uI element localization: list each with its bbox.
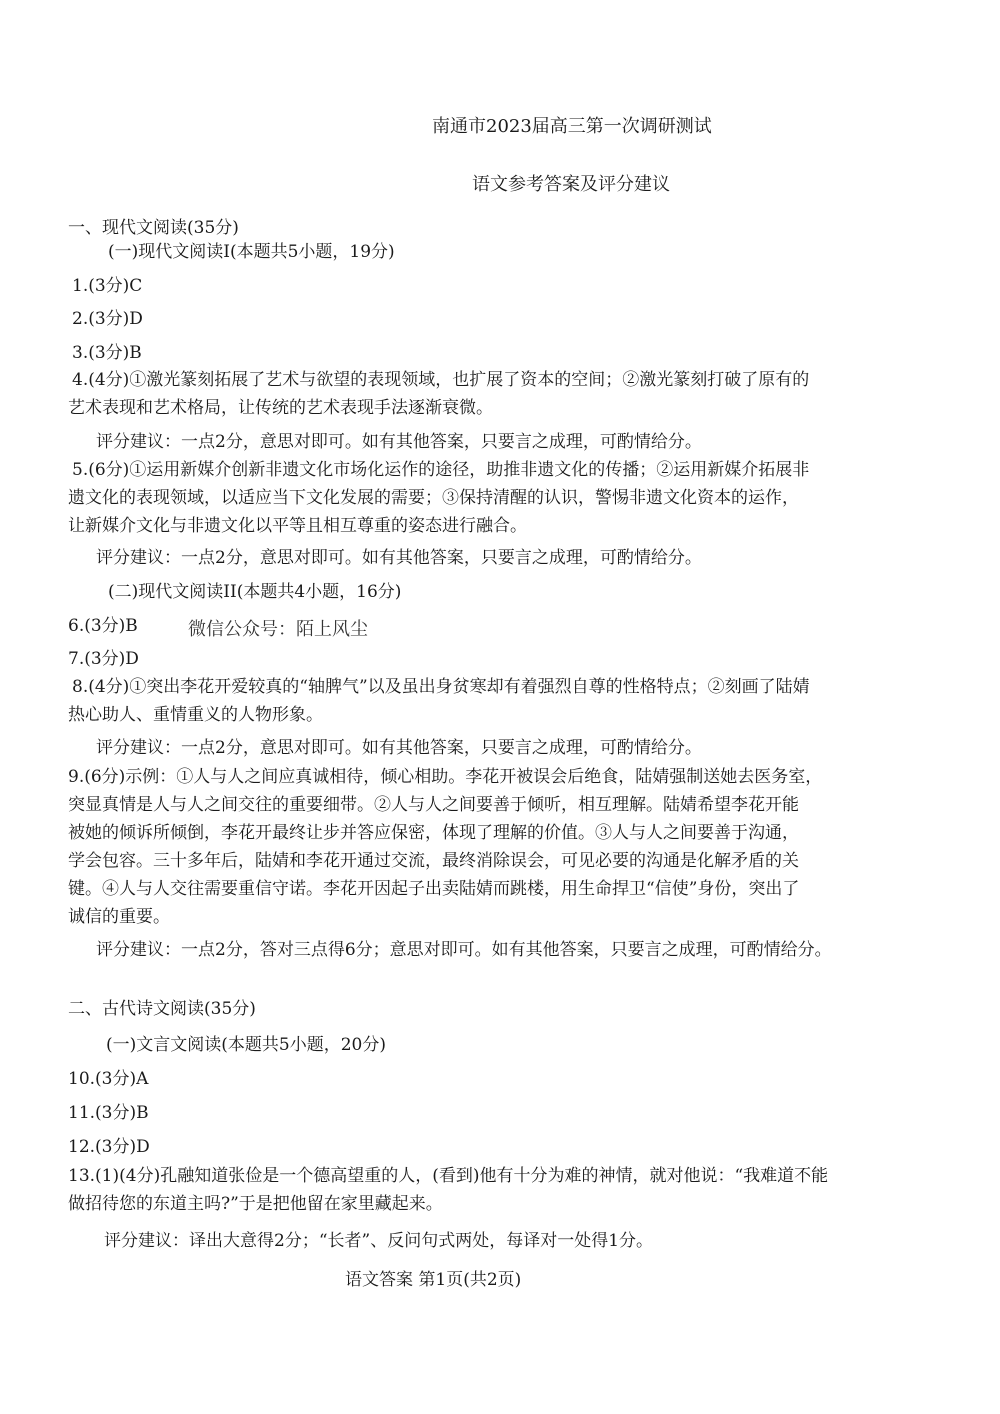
answer-q4-line1: 4.(4分)①激光篆刻拓展了艺术与欲望的表现领域，也扩展了资本的空间；②激光篆刻打破了原有的 bbox=[72, 370, 810, 390]
answer-q9-line2: 突显真情是人与人之间交往的重要细带。②人与人之间要善于倾听，相互理解。陆婧希望李花开能 bbox=[68, 795, 799, 815]
section1-part2-heading: (二)现代文阅读II(本题共4小题，16分) bbox=[108, 582, 402, 602]
answer-q9-line1: 9.(6分)示例：①人与人之间应真诚相待，倾心相助。李花开被误会后绝食，陆婧强制送她去医务室， bbox=[68, 767, 823, 787]
answer-q13-line2: 做招待您的东道主吗?”于是把他留在家里藏起来。 bbox=[68, 1194, 443, 1214]
answer-q8-note: 评分建议：一点2分，意思对即可。如有其他答案，只要言之成理，可酌情给分。 bbox=[96, 738, 702, 758]
section2-part1-heading: (一)文言文阅读(本题共5小题，20分) bbox=[106, 1035, 386, 1055]
answer-q5-line2: 遗文化的表现领域，以适应当下文化发展的需要；③保持清醒的认识，警惕非遗文化资本的运作， bbox=[68, 488, 799, 508]
answer-q7: 7.(3分)D bbox=[68, 649, 139, 669]
section1-heading: 一、现代文阅读(35分) bbox=[68, 218, 239, 238]
answer-q13-note: 评分建议：译出大意得2分；“长者”、反问句式两处，每译对一处得1分。 bbox=[104, 1231, 654, 1251]
answer-q1: 1.(3分)C bbox=[72, 276, 143, 296]
answer-q9-line5: 键。④人与人交往需要重信守诺。李花开因起子出卖陆婧而跳楼，用生命捍卫“信使”身份，突出了 bbox=[68, 879, 800, 899]
answer-q10: 10.(3分)A bbox=[68, 1069, 149, 1089]
answer-q9-note: 评分建议：一点2分，答对三点得6分；意思对即可。如有其他答案，只要言之成理，可酌情给分。 bbox=[96, 940, 832, 960]
answer-q4-note: 评分建议：一点2分，意思对即可。如有其他答案，只要言之成理，可酌情给分。 bbox=[96, 432, 702, 452]
answer-q8-line2: 热心助人、重情重义的人物形象。 bbox=[68, 705, 323, 725]
section1-part1-heading: (一)现代文阅读I(本题共5小题，19分) bbox=[108, 242, 395, 262]
document-subtitle: 语文参考答案及评分建议 bbox=[472, 174, 670, 195]
document-title: 南通市2023届高三第一次调研测试 bbox=[432, 116, 712, 137]
answer-q9-line4: 学会包容。三十多年后，陆婧和李花开通过交流，最终消除误会，可见必要的沟通是化解矛盾的关 bbox=[68, 851, 799, 871]
watermark-text: 微信公众号：陌上风尘 bbox=[188, 619, 368, 640]
answer-q8-line1: 8.(4分)①突出李花开爱较真的“轴脾气”以及虽出身贫寒却有着强烈自尊的性格特点；②刻画了陆婧 bbox=[72, 677, 810, 697]
answer-q9-line3: 被她的倾诉所倾倒，李花开最终让步并答应保密，体现了理解的价值。③人与人之间要善于沟通， bbox=[68, 823, 799, 843]
answer-q13-line1: 13.(1)(4分)孔融知道张俭是一个德高望重的人，(看到)他有十分为难的神情，就对他说：“我难道不能 bbox=[68, 1166, 829, 1186]
answer-q5-note: 评分建议：一点2分，意思对即可。如有其他答案，只要言之成理，可酌情给分。 bbox=[96, 548, 702, 568]
page-number-footer: 语文答案 第1页(共2页) bbox=[345, 1270, 522, 1290]
answer-q9-line6: 诚信的重要。 bbox=[68, 907, 170, 927]
answer-q4-line2: 艺术表现和艺术格局，让传统的艺术表现手法逐渐衰微。 bbox=[68, 398, 493, 418]
answer-q5-line1: 5.(6分)①运用新媒介创新非遗文化市场化运作的途径，助推非遗文化的传播；②运用新媒介拓展非 bbox=[72, 460, 810, 480]
answer-q12: 12.(3分)D bbox=[68, 1137, 150, 1157]
answer-q5-line3: 让新媒介文化与非遗文化以平等且相互尊重的姿态进行融合。 bbox=[68, 516, 527, 536]
answer-q6: 6.(3分)B bbox=[68, 616, 138, 636]
answer-q11: 11.(3分)B bbox=[68, 1103, 149, 1123]
answer-q3: 3.(3分)B bbox=[72, 343, 142, 363]
section2-heading: 二、古代诗文阅读(35分) bbox=[68, 999, 256, 1019]
answer-q2: 2.(3分)D bbox=[72, 309, 143, 329]
